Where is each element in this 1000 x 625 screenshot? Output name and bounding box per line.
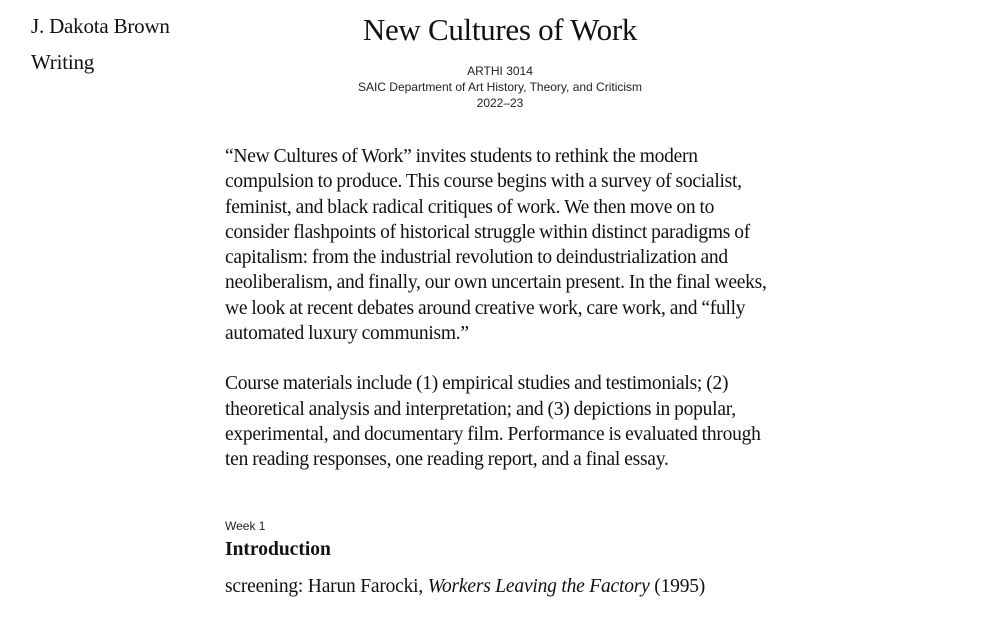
academic-year: 2022–23 — [476, 96, 524, 110]
nav-writing-link[interactable]: Writing — [31, 50, 95, 74]
materials-paragraph: Course materials include (1) empirical studies and testimonials; (2) theoretical analysis and interpretation; and (3) depictions in popular, experimental, and documentary film. Performance is evaluated through ten reading responses, one reading report, and a final essay. — [225, 373, 761, 471]
screening-year: (1995) — [649, 576, 706, 597]
author-home-link[interactable]: J. Dakota Brown — [31, 14, 170, 38]
course-code: ARTHI 3014 — [467, 64, 533, 78]
department: SAIC Department of Art History, Theory, and Criticism — [357, 80, 643, 94]
screening-entry — [225, 575, 770, 599]
screening-prefix: screening: Harun Farocki, — [225, 576, 428, 597]
page-title: New Cultures of Work — [362, 12, 638, 47]
week-label: Week 1 — [225, 519, 266, 533]
course-header — [0, 12, 1000, 111]
description-paragraph: “New Cultures of Work” invites students to rethink the modern compulsion to produce. This course begins with a survey of socialist, feminist, and black radical critiques of work. We then move on to consider flashpoints of historical struggle within distinct paradigms of capitalism: from the industrial revolution to deindustrialization and neoliberalism, and finally, our own uncertain present. In the final weeks, we look at recent debates around creative work, care work, and “fully automated luxury communism.” — [225, 146, 767, 345]
screening-work-title: Workers Leaving the Factory — [427, 576, 650, 597]
course-meta — [0, 63, 1000, 111]
week-title: Introduction — [225, 539, 331, 560]
week-section — [225, 518, 770, 599]
course-description — [225, 144, 770, 498]
